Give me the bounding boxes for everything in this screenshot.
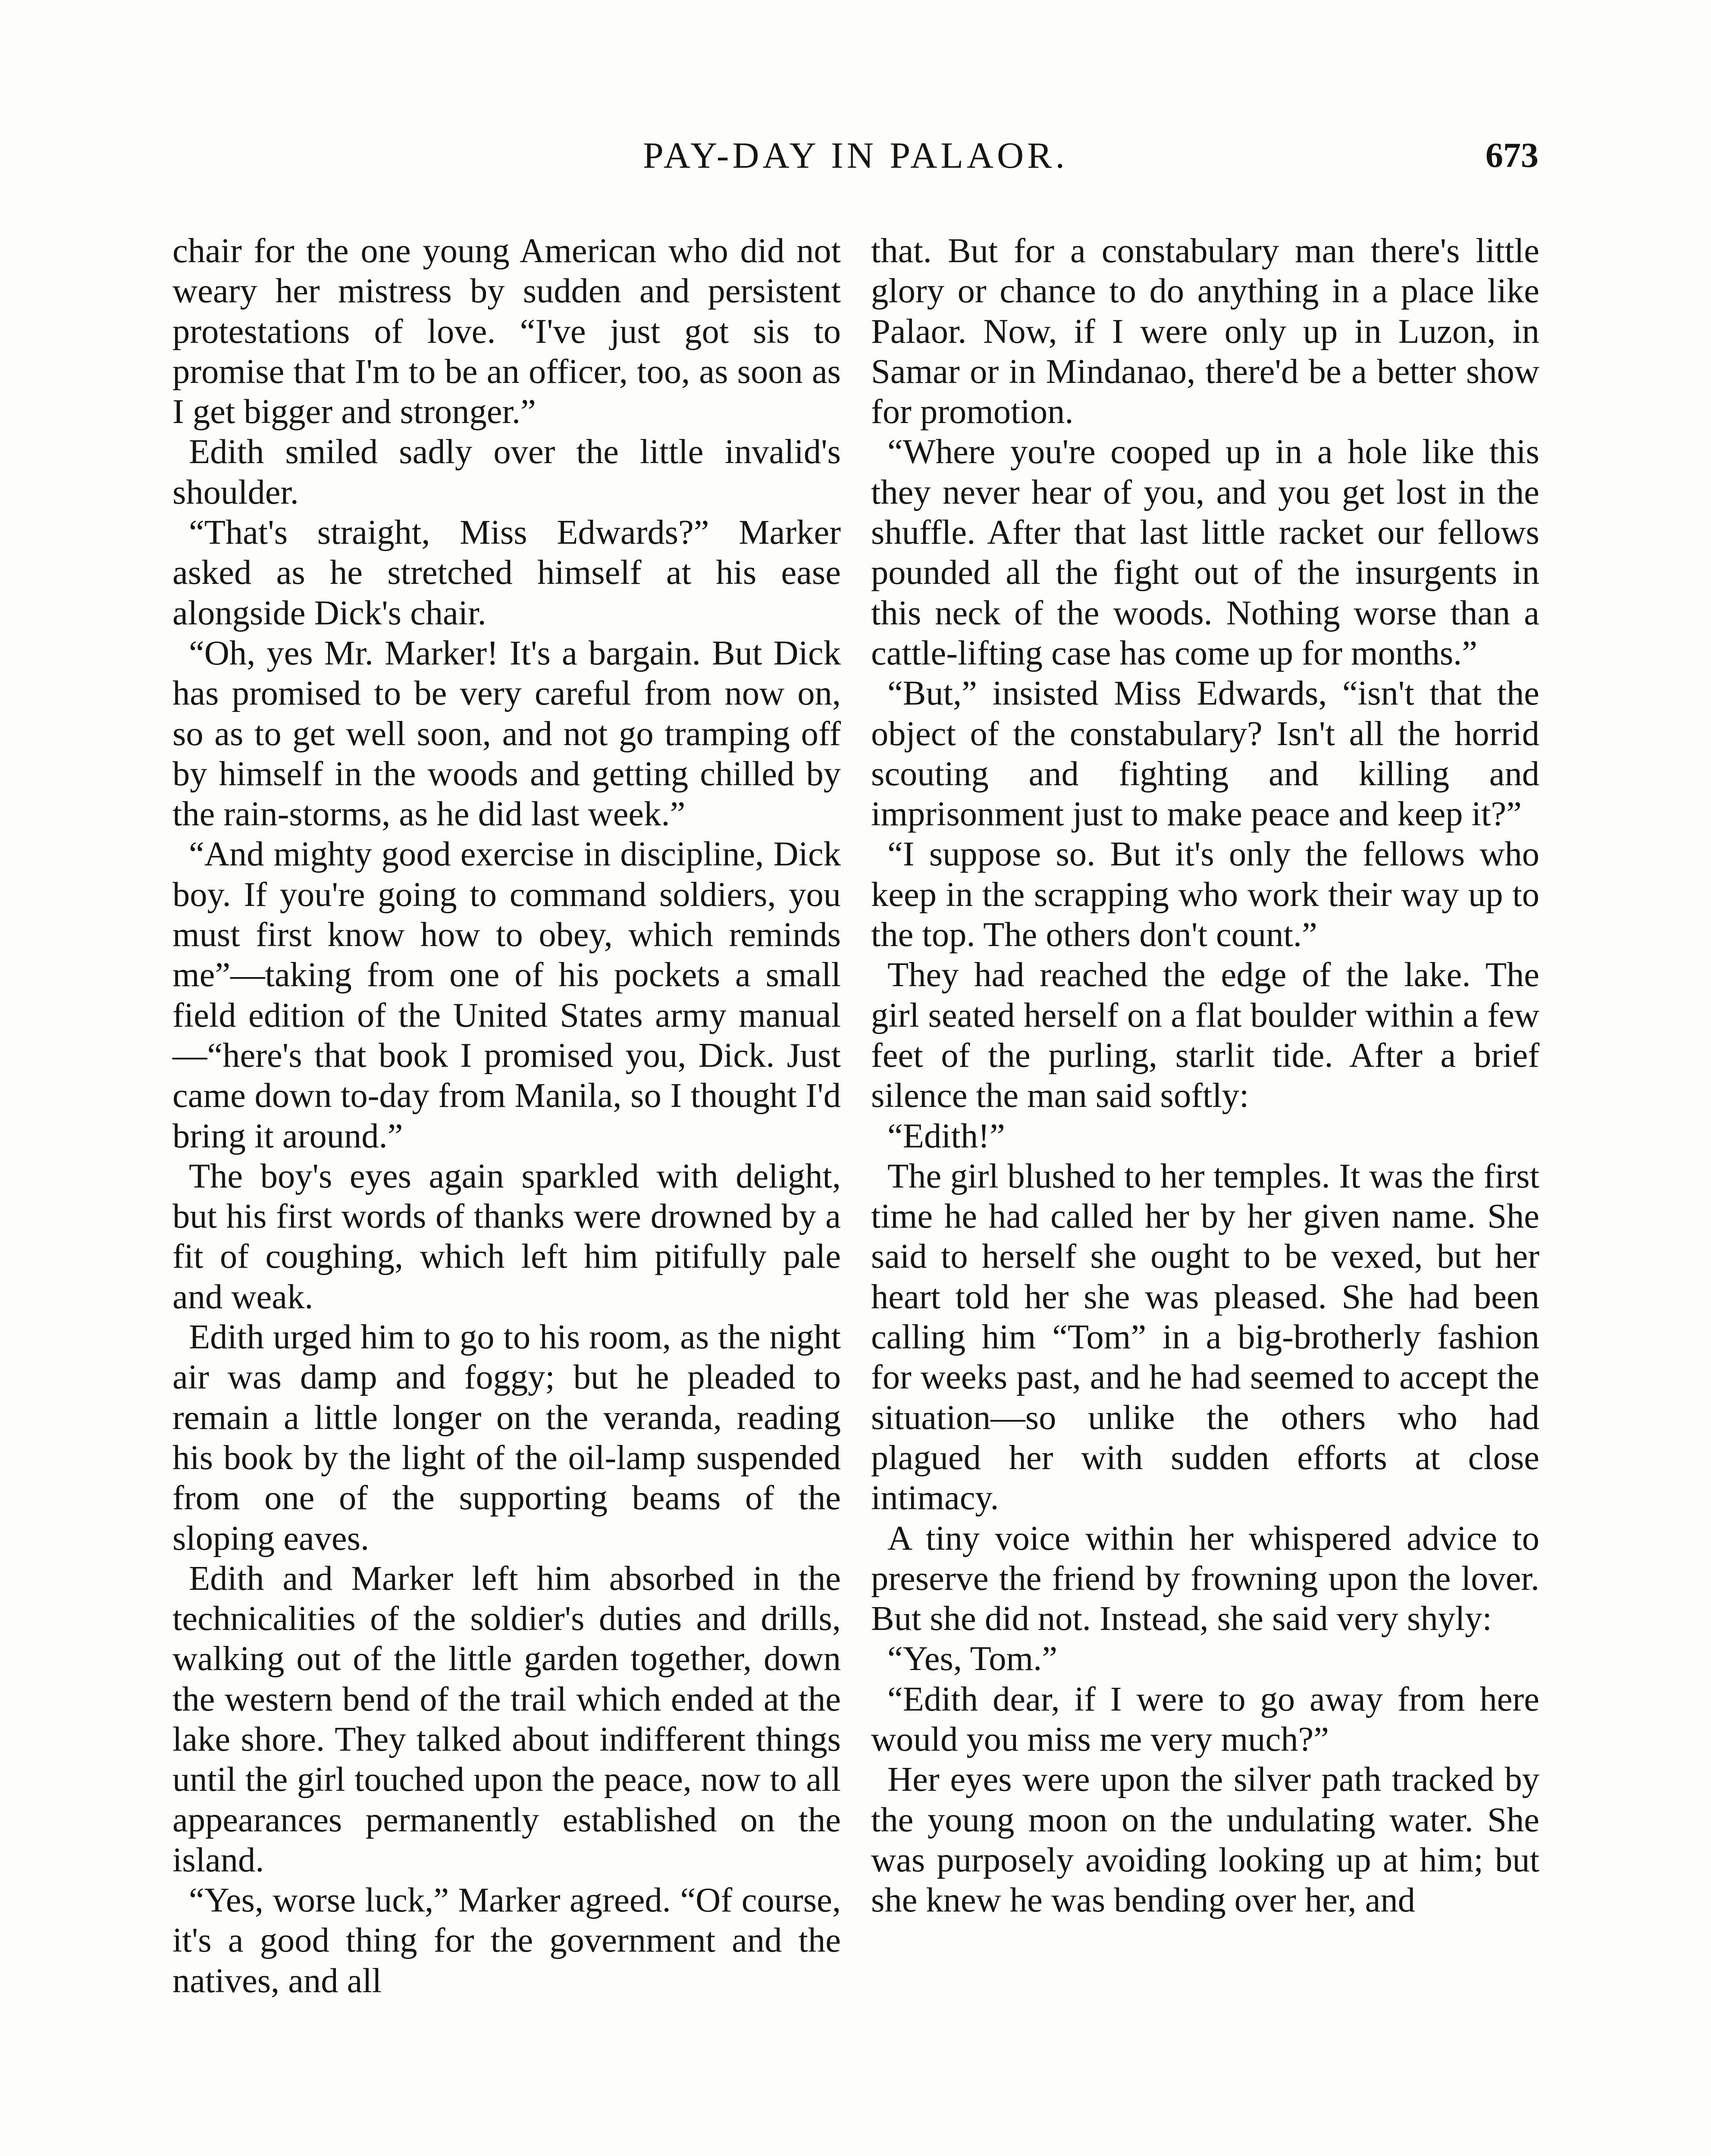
paragraph: The girl blushed to her temples. It was the first time he had called her by her given name. She said to herself she ought to be vexed, but her heart told her she was pleased. She had been calling him “Tom” in a big-brotherly fashion for weeks past, and he had seemed to accept the situation—so unlike the others who had plagued her with sudden efforts at close intimacy. (871, 1156, 1539, 1517)
paragraph: Edith urged him to go to his room, as the night air was damp and foggy; but he pleaded to remain a little longer on the veranda, reading his book by the light of the oil-lamp suspended from one of the supporting beams of the sloping eaves. (172, 1318, 841, 1557)
right-column (871, 231, 1539, 1920)
paragraph: A tiny voice within her whispered advice to preserve the friend by frowning upon the lover. But she did not. Instead, she said very shyly: (871, 1519, 1539, 1638)
paragraph: “Yes, worse luck,” Marker agreed. “Of course, it's a good thing for the government and the natives, and all (172, 1881, 841, 2000)
paragraph: The boy's eyes again sparkled with delight, but his first words of thanks were drowned by a fit of coughing, which left him pitifully pale and weak. (172, 1156, 841, 1316)
paragraph: Edith and Marker left him absorbed in the technicalities of the soldier's duties and drills, walking out of the little garden together, down the western bend of the trail which ended at the lake shore. They talked about indifferent things until the girl touched upon the peace, now to all appearances permanently established on the island. (172, 1559, 841, 1879)
paragraph: Her eyes were upon the silver path tracked by the young moon on the undulating water. She was purposely avoiding looking up at him; but she knew he was bending over her, and (871, 1760, 1539, 1920)
paragraph: “Edith!” (887, 1116, 1005, 1155)
paragraph: “And mighty good exercise in discipline, Dick boy. If you're going to command soldiers, you must first know how to obey, which reminds me”—taking from one of his pockets a small field edition of the United States army manual—“here's that book I promised you, Dick. Just came down to-day from Manila, so I thought I'd bring it around.” (172, 835, 841, 1155)
paragraph: They had reached the edge of the lake. The girl seated herself on a flat boulder within a few feet of the purling, starlit tide. After a brief silence the man said softly: (871, 956, 1539, 1115)
paragraph: Edith smiled sadly over the little invalid's shoulder. (172, 432, 841, 511)
paragraph: “Yes, Tom.” (887, 1639, 1057, 1678)
page-number: 673 (1485, 135, 1539, 175)
paragraph: “Oh, yes Mr. Marker! It's a bargain. But Dick has promised to be very careful from now on, so as to get well soon, and not go tramping off by himself in the woods and getting chilled by the rain-storms, as he did last week.” (172, 633, 841, 834)
paragraph: chair for the one young American who did not weary her mistress by sudden and persistent protestations of love. “I've just got sis to promise that I'm to be an officer, too, as soon as I get bigger and stronger.” (172, 232, 841, 431)
running-head (172, 129, 1539, 190)
left-column (172, 231, 841, 2001)
paragraph: “That's straight, Miss Edwards?” Marker asked as he stretched himself at his ease alongside Dick's chair. (172, 513, 841, 632)
paragraph: that. But for a constabulary man there's little glory or chance to do anything in a place like Palaor. Now, if I were only up in Luzon, in Samar or in Mindanao, there'd be a better show for promotion. (871, 232, 1539, 431)
running-title: PAY-DAY IN PALAOR. (643, 135, 1068, 176)
paragraph: “Where you're cooped up in a hole like this they never hear of you, and you get lost in the shuffle. After that last little racket our fellows pounded all the fight out of the insurgents in this neck of the woods. Nothing worse than a cattle-lifting case has come up for months.” (871, 432, 1539, 672)
paragraph: “Edith dear, if I were to go away from here would you miss me very much?” (871, 1680, 1539, 1758)
paragraph: “I suppose so. But it's only the fellows who keep in the scrapping who work their way up to the top. The others don't count.” (871, 835, 1539, 954)
paragraph: “But,” insisted Miss Edwards, “isn't that the object of the constabulary? Isn't all the horrid scouting and fighting and killing and imprisonment just to make peace and keep it?” (871, 674, 1539, 834)
